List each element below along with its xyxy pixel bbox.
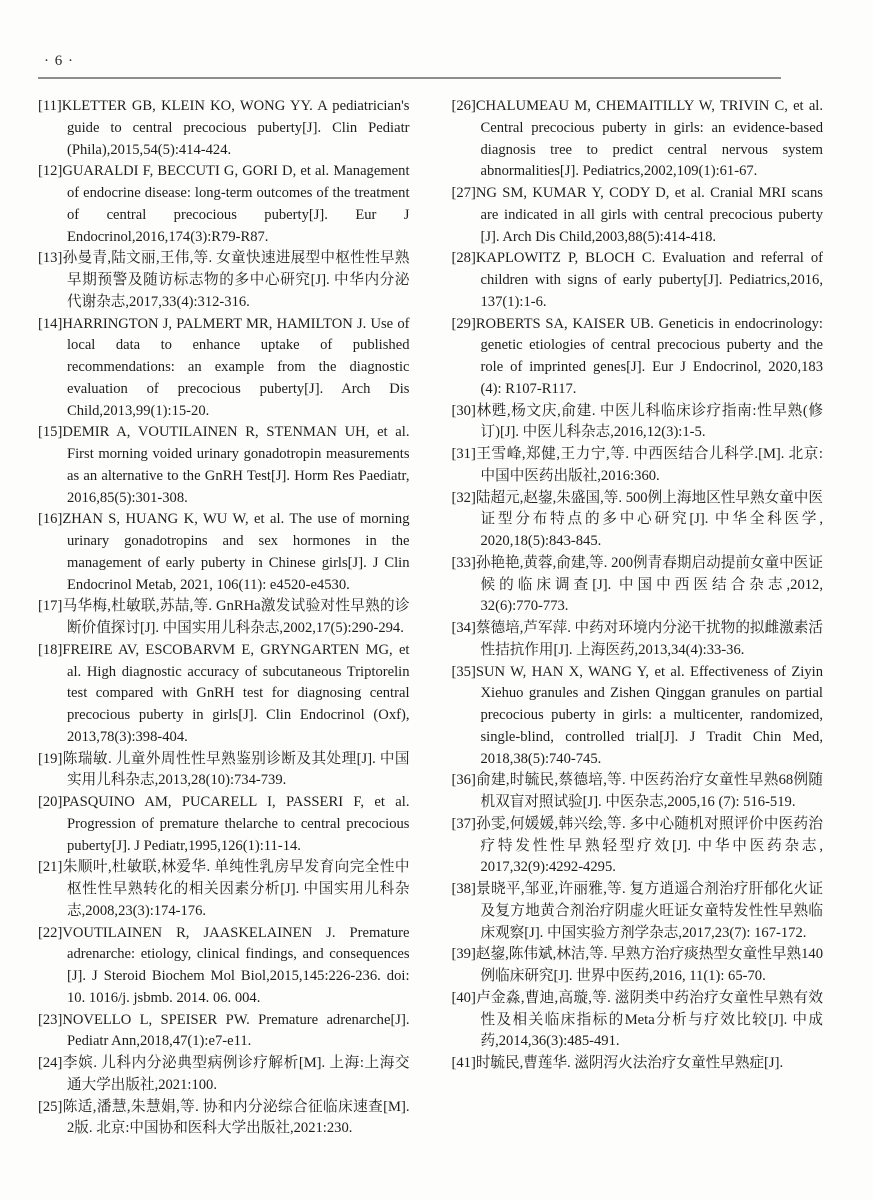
reference-item-38 xyxy=(452,879,824,944)
reference-item-40 xyxy=(452,988,824,1053)
reference-text: CHALUMEAU M, CHEMAITILLY W, TRIVIN C, et al. Central precocious puberty in girls: an evidence-based diagnosis tree to predict central nervous system abnormalities[J]. Pediatrics,2002,109(1):61-67. xyxy=(475,98,823,180)
reference-number: [27] xyxy=(451,185,476,201)
reference-number: [16] xyxy=(38,511,63,528)
reference-text: 俞建,时毓民,蔡德培,等. 中医药治疗女童性早熟68例随机双盲对照试验[J]. 中医杂志,2005,16 (7): 516-519. xyxy=(475,772,823,810)
reference-item-36 xyxy=(452,770,824,814)
reference-number: [13] xyxy=(38,250,63,267)
reference-text: 景晓平,邹亚,许丽雅,等. 复方逍遥合剂治疗肝郁化火证及复方地黄合剂治疗阴虚火旺证女童特发性性早熟临床观察[J]. 中国实验方剂学杂志,2017,23(7): 167-172. xyxy=(475,881,823,941)
reference-number: [17] xyxy=(38,598,63,615)
reference-number: [12] xyxy=(38,163,63,180)
reference-number: [22] xyxy=(38,924,63,941)
reference-number: [30] xyxy=(451,402,476,419)
reference-item-21 xyxy=(38,857,410,922)
reference-number: [18] xyxy=(38,641,63,658)
reference-text: PASQUINO AM, PUCARELL I, PASSERI F, et al. Progression of premature thelarche to central precocious puberty[J]. J Pediatr,1995,126(1):11-14. xyxy=(62,794,410,854)
reference-number: [31] xyxy=(451,446,476,462)
reference-item-39 xyxy=(452,944,824,988)
reference-item-27 xyxy=(452,183,824,248)
reference-number: [39] xyxy=(451,946,476,963)
reference-item-19 xyxy=(38,749,410,793)
reference-number: [23] xyxy=(38,1011,63,1028)
reference-list xyxy=(38,96,823,1140)
reference-text: 孙艳艳,黄蓉,俞建,等. 200例青春期启动提前女童中医证候的临床调查[J]. 中国中西医结合杂志,2012, 32(6):770-773. xyxy=(475,554,823,615)
reference-item-13 xyxy=(38,248,410,313)
header-rule xyxy=(38,77,781,79)
reference-text: SUN W, HAN X, WANG Y, et al. Effectiveness of Ziyin Xiehuo granules and Zishen Qinggan granules on partial precocious puberty in girls: a multicenter, randomized, single-blind, controlled trial[J]. J Tradit Chin Med, 2018,38(5):740-745. xyxy=(475,663,823,767)
reference-item-14 xyxy=(38,314,410,423)
reference-text: KLETTER GB, KLEIN KO, WONG YY. A pediatrician's guide to central precocious puberty[J]. Clin Pediatr (Phila),2015,54(5):414-424. xyxy=(61,98,410,158)
reference-item-34 xyxy=(452,618,824,662)
reference-item-23 xyxy=(38,1010,410,1054)
reference-column-right xyxy=(452,96,824,1140)
reference-item-41 xyxy=(452,1053,824,1075)
reference-text: VOUTILAINEN R, JAASKELAINEN J. Premature adrenarche: etiology, clinical findings, and consequences [J]. J Steroid Biochem Mol Biol,2015,145:226-236. doi: 10. 1016/j. jsbmb. 2014. 06. 004. xyxy=(62,924,410,1006)
reference-item-24 xyxy=(38,1053,410,1097)
reference-text: 李嫔. 儿科内分泌典型病例诊疗解析[M]. 上海:上海交通大学出版社,2021:100. xyxy=(62,1055,410,1093)
reference-number: [41] xyxy=(451,1055,476,1071)
reference-text: 朱顺叶,杜敏联,林爱华. 单纯性乳房早发育向完全性中枢性性早熟转化的相关因素分析[J]. 中国实用儿科杂志,2008,23(3):174-176. xyxy=(62,859,410,919)
reference-item-37 xyxy=(452,814,824,879)
reference-item-15 xyxy=(38,422,410,509)
reference-text: DEMIR A, VOUTILAINEN R, STENMAN UH, et al. First morning voided urinary gonadotropin measurements as an alternative to the GnRH Test[J]. Horm Res Paediatr, 2016,85(5):301-308. xyxy=(62,424,410,506)
reference-number: [33] xyxy=(451,554,476,571)
reference-text: FREIRE AV, ESCOBARVM E, GRYNGARTEN MG, et al. High diagnostic accuracy of subcutaneous Triptorelin test compared with GnRH test for diagnosing central precocious puberty in girls[J]. Clin Endocrinol (Oxf), 2013,78(3):398-404. xyxy=(62,641,410,745)
reference-text: ZHAN S, HUANG K, WU W, et al. The use of morning urinary gonadotropins and sex hormones in the management of early puberty in Chinese girls[J]. J Clin Endocrinol Metab, 2021, 106(11): e4520-e4530. xyxy=(62,511,410,593)
reference-number: [37] xyxy=(451,815,476,832)
reference-column-left xyxy=(38,96,410,1140)
reference-item-29 xyxy=(452,314,824,401)
reference-number: [11] xyxy=(38,98,62,114)
reference-number: [24] xyxy=(38,1055,63,1071)
reference-number: [35] xyxy=(451,663,476,680)
reference-number: [26] xyxy=(451,98,476,114)
reference-text: 卢金淼,曹迪,高璇,等. 滋阴类中药治疗女童性早熟有效性及相关临床指标的Meta分析与疗效比较[J]. 中成药,2014,36(3):485-491. xyxy=(475,989,823,1050)
reference-item-18 xyxy=(38,640,410,749)
reference-number: [34] xyxy=(451,620,476,636)
reference-text: 赵鋆,陈伟斌,林洁,等. 早熟方治疗痰热型女童性早熟140例临床研究[J]. 世界中医药,2016, 11(1): 65-70. xyxy=(475,946,823,984)
reference-text: HARRINGTON J, PALMERT MR, HAMILTON J. Use of local data to enhance uptake of published recommendations: an example from the diagnostic evaluation of precocious puberty[J]. Arch Dis Child,2013,99(1):15-20. xyxy=(62,315,410,419)
reference-text: 蔡德培,芦军萍. 中药对环境内分泌干扰物的拟雌激素活性拮抗作用[J]. 上海医药,2013,34(4):33-36. xyxy=(475,620,823,658)
reference-text: KAPLOWITZ P, BLOCH C. Evaluation and referral of children with signs of early puberty[J]. Pediatrics,2016, 137(1):1-6. xyxy=(475,250,823,310)
reference-item-33 xyxy=(452,553,824,618)
reference-number: [15] xyxy=(38,424,63,441)
reference-item-30 xyxy=(452,401,824,445)
reference-number: [32] xyxy=(451,489,476,506)
page-number: · 6 · xyxy=(44,53,74,69)
reference-number: [38] xyxy=(451,881,476,897)
reference-item-31 xyxy=(452,444,824,488)
reference-item-25 xyxy=(38,1097,410,1141)
reference-item-22 xyxy=(38,923,410,1010)
reference-text: 王雪峰,郑健,王力宁,等. 中西医结合儿科学.[M]. 北京:中国中医药出版社,2016:360. xyxy=(475,446,823,484)
reference-item-20 xyxy=(38,792,410,857)
reference-item-17 xyxy=(38,596,410,640)
reference-text: NG SM, KUMAR Y, CODY D, et al. Cranial MRI scans are indicated in all girls with central precocious puberty [J]. Arch Dis Child,2003,88(5):414-418. xyxy=(475,185,823,245)
reference-item-12 xyxy=(38,161,410,248)
reference-number: [25] xyxy=(38,1098,63,1115)
reference-item-35 xyxy=(452,662,824,771)
reference-number: [19] xyxy=(38,750,63,767)
reference-number: [29] xyxy=(451,315,476,332)
reference-number: [40] xyxy=(451,989,476,1006)
reference-number: [14] xyxy=(38,315,63,332)
reference-text: NOVELLO L, SPEISER PW. Premature adrenarche[J]. Pediatr Ann,2018,47(1):e7-e11. xyxy=(62,1011,410,1050)
reference-item-28 xyxy=(452,248,824,313)
reference-item-32 xyxy=(452,488,824,553)
reference-text: 马华梅,杜敏联,苏喆,等. GnRHa激发试验对性早熟的诊断价值探讨[J]. 中国实用儿科杂志,2002,17(5):290-294. xyxy=(62,598,410,636)
reference-item-16 xyxy=(38,509,410,596)
reference-text: 孙雯,何媛媛,韩兴绘,等. 多中心随机对照评价中医药治疗特发性性早熟轻型疗效[J]. 中华中医药杂志, 2017,32(9):4292-4295. xyxy=(475,815,823,876)
reference-item-26 xyxy=(452,96,824,183)
reference-text: 林甦,杨文庆,俞建. 中医儿科临床诊疗指南:性早熟(修订)[J]. 中医儿科杂志,2016,12(3):1-5. xyxy=(475,402,823,441)
reference-text: GUARALDI F, BECCUTI G, GORI D, et al. Management of endocrine disease: long-term outcomes of the treatment of central precocious puberty[J]. Eur J Endocrinol,2016,174(3):R79-R87. xyxy=(62,163,410,245)
reference-number: [36] xyxy=(451,772,476,789)
reference-text: 时毓民,曹莲华. 滋阴泻火法治疗女童性早熟症[J]. xyxy=(475,1055,784,1071)
page-header xyxy=(38,52,781,79)
reference-text: 陈瑞敏. 儿童外周性性早熟鉴别诊断及其处理[J]. 中国实用儿科杂志,2013,28(10):734-739. xyxy=(62,750,410,789)
reference-text: 陆超元,赵鋆,朱盛国,等. 500例上海地区性早熟女童中医证型分布特点的多中心研究[J]. 中华全科医学, 2020,18(5):843-845. xyxy=(475,489,823,549)
reference-number: [28] xyxy=(451,250,476,267)
reference-text: ROBERTS SA, KAISER UB. Geneticis in endocrinology: genetic etiologies of central precocious puberty and the role of imprinted genes[J]. Eur J Endocrinol, 2020,183 (4): R107-R117. xyxy=(475,315,823,397)
reference-number: [21] xyxy=(38,859,63,876)
reference-number: [20] xyxy=(38,794,63,810)
reference-text: 陈适,潘慧,朱慧娟,等. 协和内分泌综合征临床速查[M]. 2版. 北京:中国协和医科大学出版社,2021:230. xyxy=(62,1098,410,1137)
reference-item-11 xyxy=(38,96,410,161)
reference-text: 孙曼青,陆文丽,王伟,等. 女童快速进展型中枢性性早熟早期预警及随访标志物的多中心研究[J]. 中华内分泌代谢杂志,2017,33(4):312-316. xyxy=(62,250,410,310)
